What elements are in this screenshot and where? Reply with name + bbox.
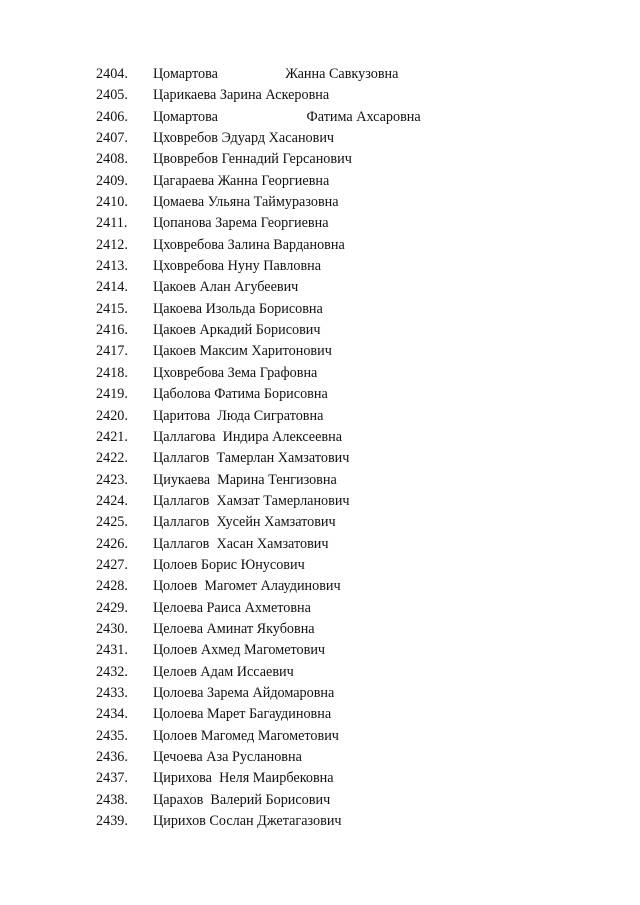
entry-name: Цолоев Борис Юнусович xyxy=(153,556,305,573)
entry-name: Цховребова Зема Графовна xyxy=(153,364,318,381)
entry-name: Цакоева Изольда Борисовна xyxy=(153,300,323,317)
list-item xyxy=(0,534,640,555)
list-item xyxy=(0,747,640,768)
entry-name: Цвовребов Геннадий Герсанович xyxy=(153,151,352,168)
entry-name: Цховребова Залина Вардановна xyxy=(153,236,345,253)
entry-number: 2413. xyxy=(96,258,128,275)
entry-name: Цолоева Марет Багаудиновна xyxy=(153,706,332,723)
entry-number: 2418. xyxy=(96,364,128,381)
entry-number: 2405. xyxy=(96,87,128,104)
list-item xyxy=(0,790,640,811)
list-item xyxy=(0,192,640,213)
entry-number: 2426. xyxy=(96,535,128,552)
list-item xyxy=(0,363,640,384)
entry-number: 2421. xyxy=(96,428,128,445)
entry-number: 2414. xyxy=(96,279,128,296)
list-item xyxy=(0,811,640,832)
entry-name: Цакоев Алан Агубеевич xyxy=(153,279,299,296)
entry-number: 2436. xyxy=(96,749,128,765)
entry-number: 2430. xyxy=(96,620,128,637)
entry-name: Цаллагов Хусейн Хамзатович xyxy=(153,514,336,531)
entry-name: Цолоева Зарема Айдомаровна xyxy=(153,684,335,701)
entry-name: Цакоев Аркадий Борисович xyxy=(153,322,321,339)
entry-name: Циукаева Марина Тенгизовна xyxy=(153,471,337,488)
entry-name: Цховребов Эдуард Хасанович xyxy=(153,130,335,147)
list-item xyxy=(0,149,640,170)
list-item xyxy=(0,598,640,619)
entry-number: 2407. xyxy=(96,130,128,147)
entry-number: 2415. xyxy=(96,300,128,317)
entry-number: 2439. xyxy=(96,813,128,830)
list-item xyxy=(0,619,640,640)
entry-number: 2424. xyxy=(96,492,128,509)
list-item xyxy=(0,427,640,448)
entry-number: 2411. xyxy=(96,215,128,232)
entry-number: 2419. xyxy=(96,386,128,403)
entry-name: Цаллагов Тамерлан Хамзатович xyxy=(153,450,350,467)
entry-number: 2431. xyxy=(96,642,128,659)
entry-name: Цомартова Фатима Ахсаровна xyxy=(153,108,421,125)
entry-name: Цомартова Жанна Савкузовна xyxy=(153,66,399,82)
list-item xyxy=(0,107,640,128)
entry-number: 2433. xyxy=(96,684,128,701)
list-item xyxy=(0,256,640,277)
list-item xyxy=(0,470,640,491)
entry-name: Целоева Раиса Ахметовна xyxy=(153,599,311,616)
entry-name: Цаллагов Хасан Хамзатович xyxy=(153,535,329,552)
entry-number: 2437. xyxy=(96,770,128,787)
list-item xyxy=(0,128,640,149)
list-item xyxy=(0,406,640,427)
entry-name: Цолоев Ахмед Магометович xyxy=(153,642,326,659)
entry-name: Цаллагова Индира Алексеевна xyxy=(153,428,342,445)
entry-number: 2432. xyxy=(96,663,128,680)
entry-name: Царитова Люда Сигратовна xyxy=(153,407,324,424)
list-item xyxy=(0,384,640,405)
list-item xyxy=(0,213,640,234)
entry-name: Цаболова Фатима Борисовна xyxy=(153,386,328,403)
entry-number: 2427. xyxy=(96,556,128,573)
entry-number: 2438. xyxy=(96,791,128,808)
entry-name: Целоева Аминат Якубовна xyxy=(153,620,315,637)
entry-number: 2404. xyxy=(96,66,128,82)
entry-name: Цолоев Магомед Магометович xyxy=(153,727,339,744)
list-item xyxy=(0,320,640,341)
entry-name: Царикаева Зарина Аскеровна xyxy=(153,87,330,104)
list-item xyxy=(0,704,640,725)
entry-number: 2416. xyxy=(96,322,128,339)
entry-name: Цховребова Нуну Павловна xyxy=(153,258,322,275)
entry-number: 2423. xyxy=(96,471,128,488)
entry-name: Царахов Валерий Борисович xyxy=(153,791,331,808)
list-item xyxy=(0,555,640,576)
list-item xyxy=(0,341,640,362)
list-item xyxy=(0,171,640,192)
list-item xyxy=(0,640,640,661)
entry-number: 2412. xyxy=(96,236,128,253)
entry-number: 2434. xyxy=(96,706,128,723)
name-list xyxy=(0,64,640,832)
entry-number: 2409. xyxy=(96,172,128,189)
entry-number: 2410. xyxy=(96,194,128,211)
entry-name: Цагараева Жанна Георгиевна xyxy=(153,172,330,189)
entry-name: Цечоева Аза Руслановна xyxy=(153,749,302,765)
list-item xyxy=(0,85,640,106)
list-item xyxy=(0,448,640,469)
entry-number: 2435. xyxy=(96,727,128,744)
list-item xyxy=(0,726,640,747)
entry-name: Цакоев Максим Харитонович xyxy=(153,343,332,360)
entry-name: Цомаева Ульяна Таймуразовна xyxy=(153,194,339,211)
list-item xyxy=(0,768,640,789)
entry-number: 2420. xyxy=(96,407,128,424)
entry-name: Целоев Адам Иссаевич xyxy=(153,663,294,680)
entry-name: Цаллагов Хамзат Тамерланович xyxy=(153,492,350,509)
entry-name: Цирихова Неля Маирбековна xyxy=(153,770,334,787)
list-item xyxy=(0,576,640,597)
entry-number: 2429. xyxy=(96,599,128,616)
entry-number: 2417. xyxy=(96,343,128,360)
list-item xyxy=(0,235,640,256)
list-item xyxy=(0,662,640,683)
entry-number: 2428. xyxy=(96,578,128,595)
entry-name: Цопанова Зарема Георгиевна xyxy=(153,215,329,232)
entry-number: 2425. xyxy=(96,514,128,531)
list-item xyxy=(0,64,640,85)
entry-number: 2422. xyxy=(96,450,128,467)
list-item xyxy=(0,512,640,533)
list-item xyxy=(0,683,640,704)
list-item xyxy=(0,277,640,298)
entry-number: 2408. xyxy=(96,151,128,168)
entry-name: Цирихов Сослан Джетагазович xyxy=(153,813,342,830)
list-item xyxy=(0,491,640,512)
entry-number: 2406. xyxy=(96,108,128,125)
entry-name: Цолоев Магомет Алаудинович xyxy=(153,578,341,595)
list-item xyxy=(0,299,640,320)
